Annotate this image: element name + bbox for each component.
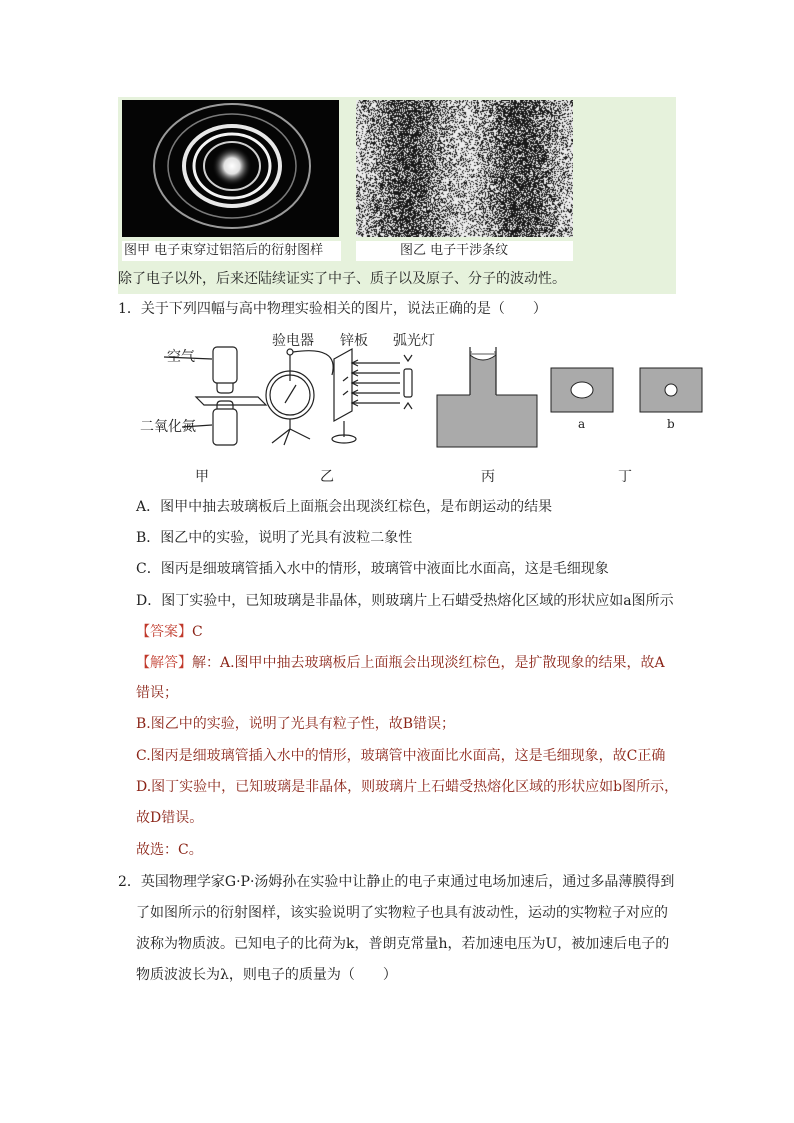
analysis-line-1: 【解答】解：A.图甲中抽去玻璃板后上面瓶会出现淡红棕色，是扩散现象的结果，故A [136, 655, 665, 671]
option-b: B．图乙中的实验，说明了光具有波粒二象性 [136, 530, 413, 546]
label-a: a [578, 417, 586, 431]
label-arc-lamp: 弧光灯 [393, 333, 435, 349]
answer-value: C [192, 624, 203, 640]
noise-canvas [356, 100, 573, 237]
caption-right: 图乙 电子干涉条纹 [356, 241, 573, 261]
analysis-tag: 【解答】 [136, 655, 192, 671]
figure-ding [551, 368, 702, 412]
figure-yi [266, 349, 412, 445]
option-a: A．图甲中抽去玻璃板后上面瓶会出现淡红棕色，是布朗运动的结果 [136, 499, 553, 515]
interference-pattern-image [356, 100, 573, 237]
figure-bing [437, 347, 537, 447]
answer-tag: 【答案】 [136, 624, 192, 640]
analysis-line-2: 错误； [136, 685, 178, 701]
label-air: 空气 [167, 349, 195, 365]
option-d: D．图丁实验中，已知玻璃是非晶体，则玻璃片上石蜡受热熔化区域的形状应如a图所示 [136, 593, 674, 609]
analysis-line-6: 故D错误。 [136, 810, 204, 826]
analysis-line-3: B.图乙中的实验，说明了光具有粒子性，故B错误； [136, 716, 456, 732]
caption-left: 图甲 电子束穿过铝箔后的衍射图样 [122, 241, 341, 261]
option-c: C．图丙是细玻璃管插入水中的情形，玻璃管中液面比水面高，这是毛细现象 [136, 561, 609, 577]
question2-line-1: 2．英国物理学家G·P·汤姆孙在实验中让静止的电子束通过电场加速后，通过多晶薄膜得到 [118, 874, 675, 890]
analysis-line-7: 故选：C。 [136, 842, 203, 858]
question2-line-3: 波称为物质波。已知电子的比荷为k，普朗克常量h，若加速电压为U，被加速后电子的 [136, 936, 670, 952]
label-jia: 甲 [195, 469, 209, 485]
diffraction-pattern-image [122, 100, 339, 237]
question1-stem: 1．关于下列四幅与高中物理实验相关的图片，说法正确的是（ ） [118, 301, 547, 317]
analysis-line-4: C.图丙是细玻璃管插入水中的情形，玻璃管中液面比水面高，这是毛细现象，故C正确 [136, 748, 666, 764]
label-bing: 丙 [481, 469, 495, 485]
label-ding: 丁 [618, 469, 632, 485]
figure-note: 除了电子以外，后来还陆续证实了中子、质子以及原子、分子的波动性。 [118, 271, 566, 287]
label-yi: 乙 [320, 469, 334, 485]
label-b: b [667, 417, 675, 431]
label-electroscope: 验电器 [272, 333, 314, 349]
analysis-line-5: D.图丁实验中，已知玻璃是非晶体，则玻璃片上石蜡受热熔化区域的形状应如b图所示， [136, 779, 679, 795]
question2-line-2: 了如图所示的衍射图样，该实验说明了实物粒子也具有波动性，运动的实物粒子对应的 [136, 905, 668, 921]
answer-line [136, 621, 203, 643]
label-no2: 二氧化氮 [140, 419, 196, 435]
label-zinc-plate: 锌板 [340, 333, 368, 349]
question2-line-4: 物质波波长为λ，则电子的质量为（ ） [136, 967, 397, 983]
